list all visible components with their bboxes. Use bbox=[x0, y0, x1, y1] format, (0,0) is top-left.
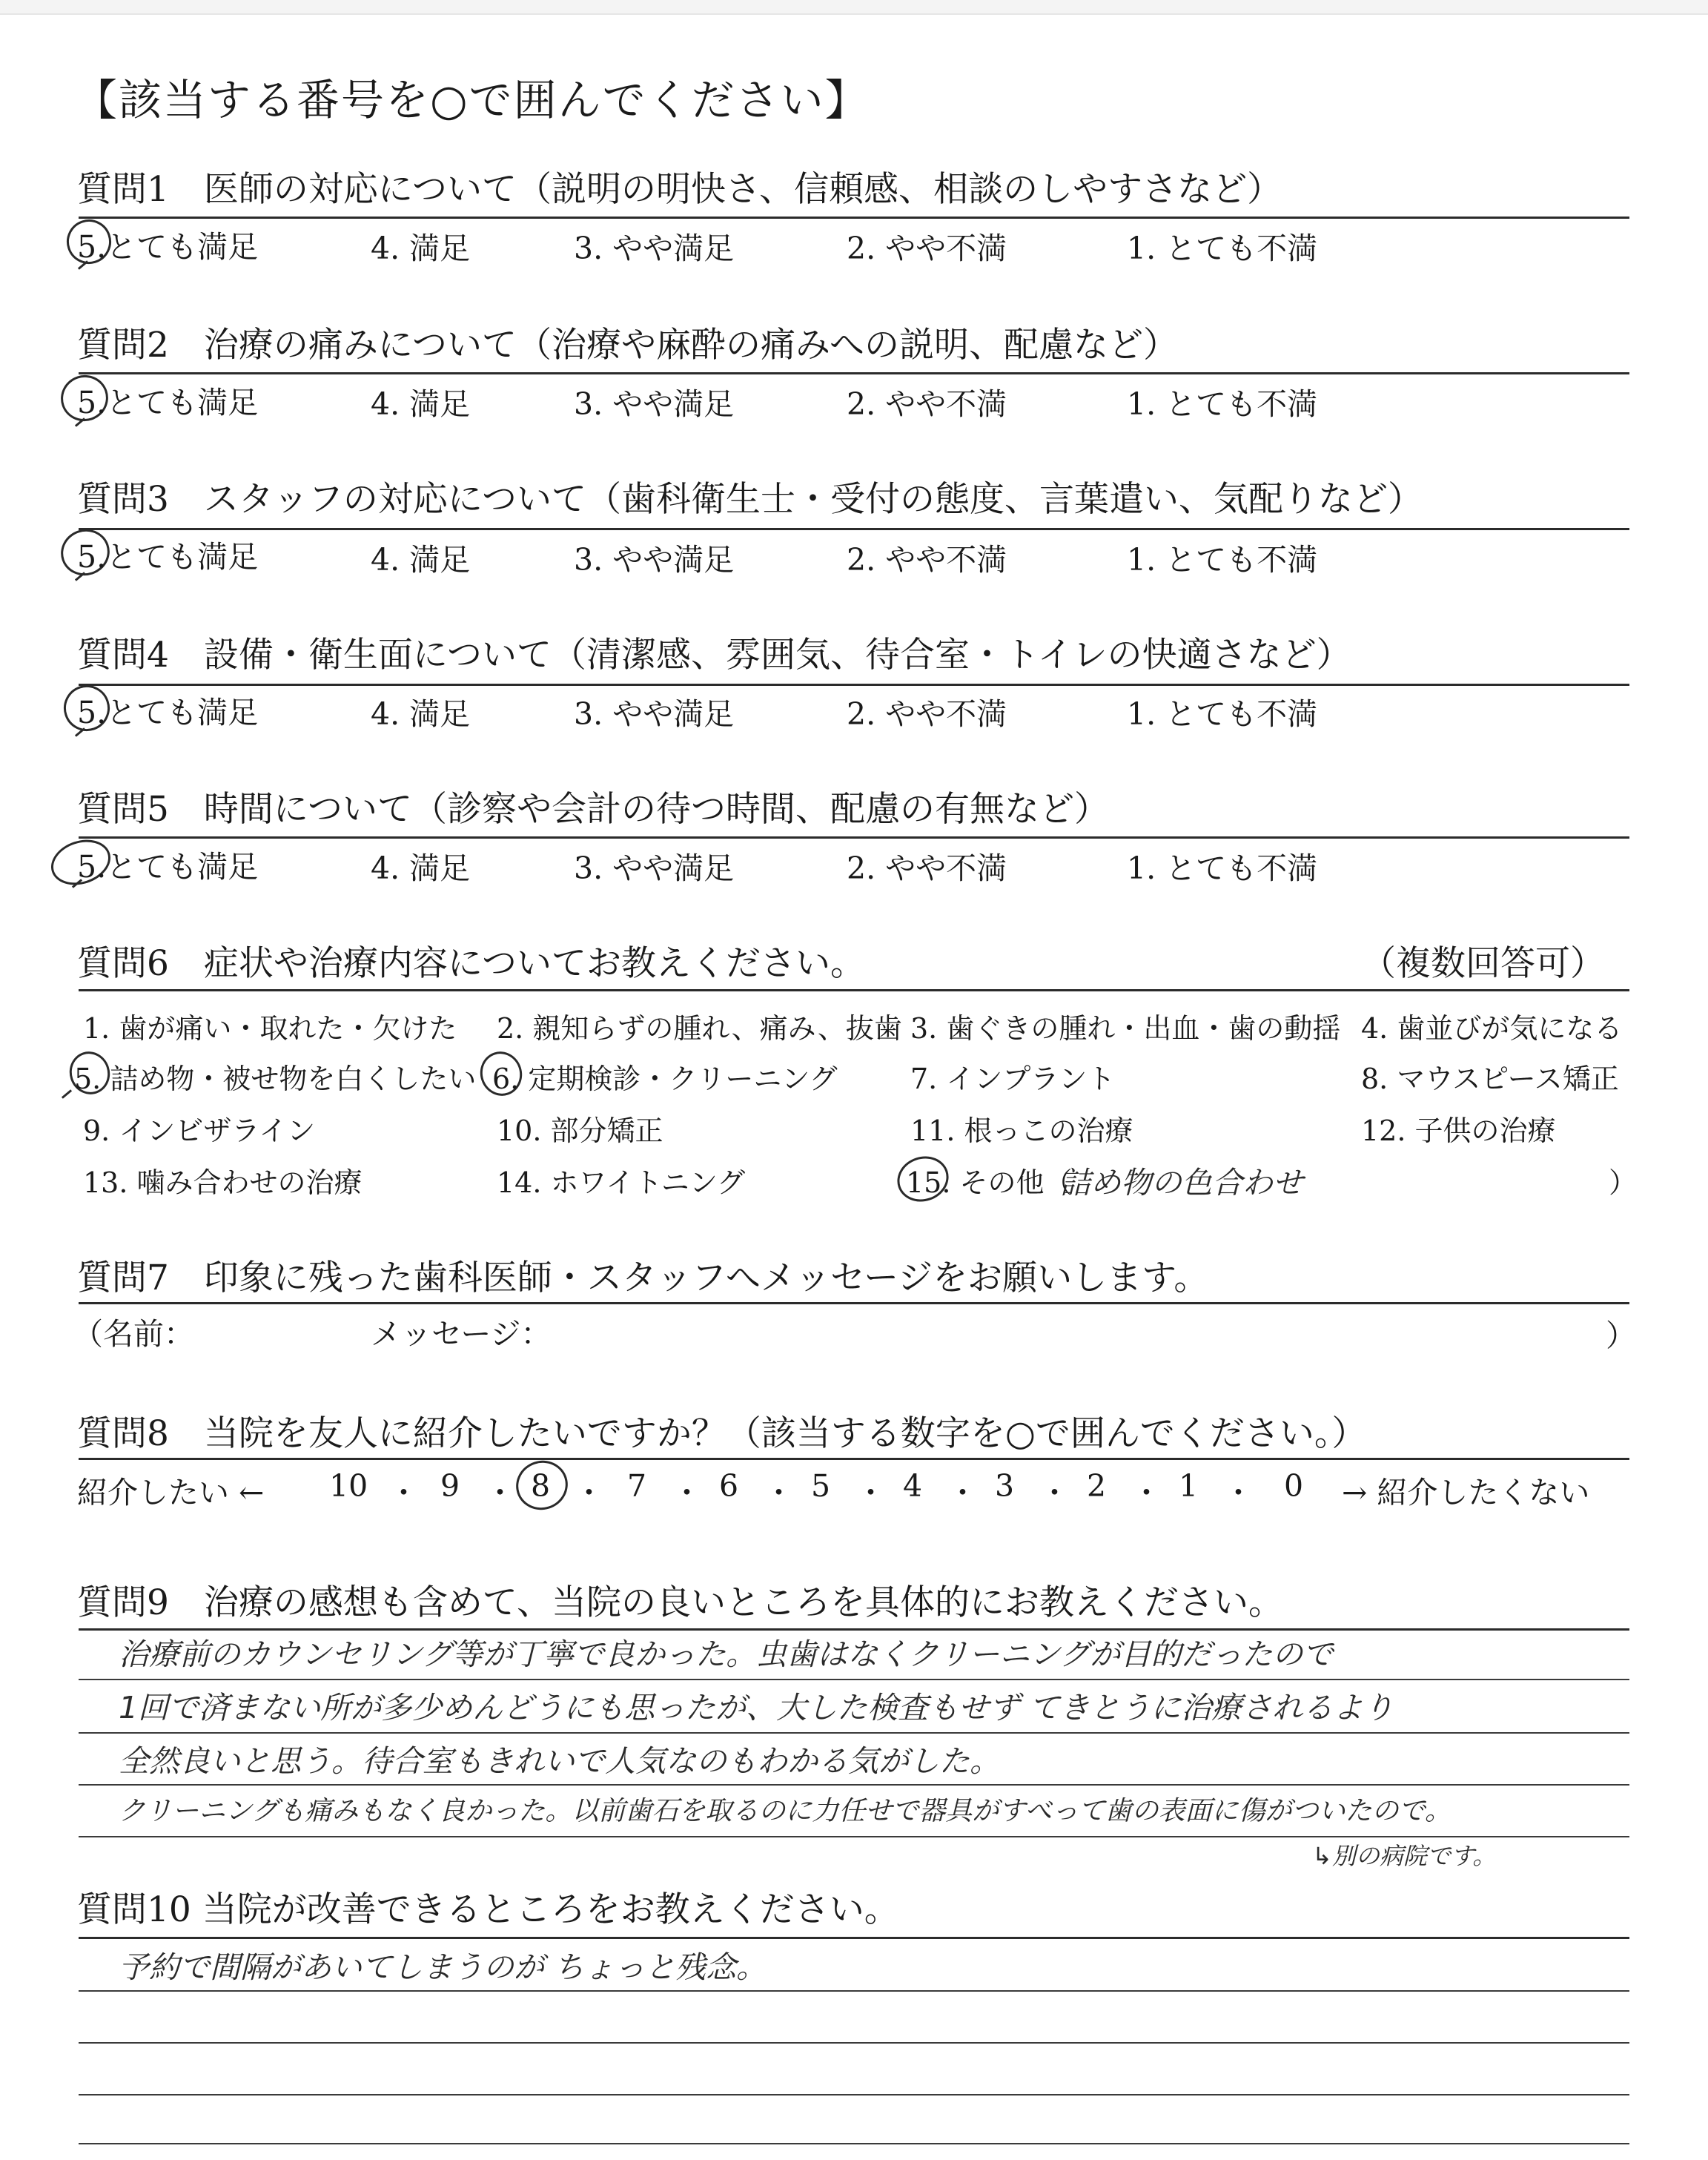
q8-separator: ・ bbox=[672, 1475, 702, 1510]
q6-option-12[interactable]: 12. 子供の治療 bbox=[1361, 1114, 1556, 1147]
q3-rule bbox=[79, 528, 1629, 530]
form-title: 【該当する番号を○で囲んでください】 bbox=[74, 75, 870, 125]
q1-rule bbox=[79, 217, 1629, 219]
q1-option-1[interactable]: 1. とても不満 bbox=[1127, 231, 1318, 266]
q7-close-paren: ） bbox=[1606, 1318, 1636, 1353]
q6-other-close-paren: ） bbox=[1609, 1166, 1638, 1199]
q2-heading: 質問2 治療の痛みについて（治療や麻酔の痛みへの説明、配慮など） bbox=[77, 325, 1179, 366]
q2-option-1[interactable]: 1. とても不満 bbox=[1127, 386, 1318, 422]
q10-writing-line bbox=[79, 1990, 1629, 1992]
q6-option-9[interactable]: 9. インビザライン bbox=[83, 1114, 316, 1147]
q1-option-2[interactable]: 2. やや不満 bbox=[847, 231, 1007, 266]
q5-option-3[interactable]: 3. やや満足 bbox=[574, 851, 735, 886]
q8-score-4[interactable]: 4 bbox=[903, 1468, 923, 1504]
q5-option-4[interactable]: 4. 満足 bbox=[371, 851, 471, 886]
q8-separator: ・ bbox=[1039, 1475, 1070, 1510]
q8-separator: ・ bbox=[947, 1475, 978, 1510]
q10-writing-line bbox=[79, 2042, 1629, 2044]
q7-name-label: （名前： bbox=[73, 1316, 194, 1352]
q8-right-label: → 紹介したくない bbox=[1342, 1475, 1590, 1510]
q1-option-5[interactable]: 5.とても満足 bbox=[77, 229, 259, 265]
q9-answer-line-3[interactable]: 全然良いと思う。待合室もきれいで人気なのもわかる気がした。 bbox=[119, 1743, 1000, 1779]
q8-score-2[interactable]: 2 bbox=[1087, 1468, 1107, 1504]
q9-writing-line bbox=[79, 1679, 1629, 1680]
q4-option-4[interactable]: 4. 満足 bbox=[371, 696, 471, 732]
q4-heading: 質問4 設備・衛生面について（清潔感、雰囲気、待合室・トイレの快適さなど） bbox=[77, 635, 1351, 676]
q8-separator: ・ bbox=[855, 1475, 886, 1510]
q6-option-10[interactable]: 10. 部分矯正 bbox=[497, 1114, 663, 1147]
q8-score-10[interactable]: 10 bbox=[329, 1468, 368, 1504]
q5-option-2[interactable]: 2. やや不満 bbox=[847, 851, 1007, 886]
q4-option-5[interactable]: 5.とても満足 bbox=[77, 695, 259, 730]
q10-answer-line-1[interactable]: 予約で間隔があいてしまうのが ちょっと残念。 bbox=[119, 1949, 767, 1985]
q4-option-1[interactable]: 1. とても不満 bbox=[1127, 696, 1318, 732]
q6-rule bbox=[79, 989, 1629, 991]
q8-separator: ・ bbox=[574, 1475, 604, 1510]
q8-score-8[interactable]: 8 bbox=[531, 1468, 551, 1504]
q10-writing-line bbox=[79, 2094, 1629, 2095]
q8-separator: ・ bbox=[1223, 1475, 1254, 1510]
q10-rule bbox=[79, 1937, 1629, 1939]
q8-separator: ・ bbox=[1131, 1475, 1162, 1510]
q2-option-5[interactable]: 5.とても満足 bbox=[77, 385, 259, 420]
q3-option-5[interactable]: 5.とても満足 bbox=[77, 539, 259, 575]
q8-score-1[interactable]: 1 bbox=[1179, 1468, 1199, 1504]
q7-heading: 質問7 印象に残った歯科医師・スタッフへメッセージをお願いします。 bbox=[77, 1258, 1209, 1298]
q8-score-0[interactable]: 0 bbox=[1284, 1468, 1304, 1504]
q5-option-1[interactable]: 1. とても不満 bbox=[1127, 851, 1318, 886]
q3-heading: 質問3 スタッフの対応について（歯科衛生士・受付の態度、言葉遣い、気配りなど） bbox=[77, 479, 1423, 520]
q8-score-7[interactable]: 7 bbox=[627, 1468, 647, 1504]
q6-option-13[interactable]: 13. 噛み合わせの治療 bbox=[83, 1166, 363, 1199]
q6-option-14[interactable]: 14. ホワイトニング bbox=[497, 1166, 746, 1199]
q4-option-2[interactable]: 2. やや不満 bbox=[847, 696, 1007, 732]
q8-separator: ・ bbox=[485, 1475, 515, 1510]
q8-left-label: 紹介したい ← bbox=[77, 1475, 265, 1510]
q9-writing-line bbox=[79, 1784, 1629, 1786]
q6-heading: 質問6 症状や治療内容についてお教えください。 bbox=[77, 943, 865, 984]
q6-other-handwritten[interactable]: 詰め物の色合わせ bbox=[1060, 1165, 1303, 1200]
q8-heading: 質問8 当院を友人に紹介したいですか？（該当する数字を○で囲んでください。） bbox=[77, 1413, 1367, 1454]
q6-option-3[interactable]: 3. 歯ぐきの腫れ・出血・歯の動揺 bbox=[910, 1012, 1341, 1045]
q6-option-1[interactable]: 1. 歯が痛い・取れた・欠けた bbox=[83, 1012, 457, 1045]
q5-rule bbox=[79, 836, 1629, 839]
q9-answer-line-4[interactable]: クリーニングも痛みもなく良かった。以前歯石を取るのに力任せで器具がすべって歯の表面に傷がついたので。 bbox=[119, 1796, 1452, 1826]
q6-option-6[interactable]: 6. 定期検診・クリーニング bbox=[492, 1063, 838, 1095]
q1-heading: 質問1 医師の対応について（説明の明快さ、信頼感、相談のしやすさなど） bbox=[77, 169, 1282, 210]
q6-option-5[interactable]: 5. 詰め物・被せ物を白くしたい bbox=[74, 1063, 477, 1095]
q9-answer-line-2[interactable]: 1回で済まない所が多少めんどうにも思ったが、大した検査もせず てきとうに治療されるより bbox=[119, 1690, 1394, 1725]
q10-writing-line bbox=[79, 2143, 1629, 2144]
q6-option-8[interactable]: 8. マウスピース矯正 bbox=[1361, 1063, 1619, 1095]
q5-heading: 質問5 時間について（診察や会計の待つ時間、配慮の有無など） bbox=[77, 789, 1109, 830]
q3-option-4[interactable]: 4. 満足 bbox=[371, 542, 471, 578]
q7-message-label: メッセージ： bbox=[371, 1316, 552, 1352]
q6-option-11[interactable]: 11. 根っこの治療 bbox=[910, 1114, 1133, 1147]
q9-answer-line-1[interactable]: 治療前のカウンセリング等が丁寧で良かった。虫歯はなくクリーニングが目的だったので bbox=[119, 1636, 1334, 1672]
q8-score-5[interactable]: 5 bbox=[811, 1468, 831, 1504]
q1-option-4[interactable]: 4. 満足 bbox=[371, 231, 471, 266]
q1-option-3[interactable]: 3. やや満足 bbox=[574, 231, 735, 266]
q6-option-4[interactable]: 4. 歯並びが気になる bbox=[1361, 1012, 1623, 1045]
q2-option-4[interactable]: 4. 満足 bbox=[371, 386, 471, 422]
q4-option-3[interactable]: 3. やや満足 bbox=[574, 696, 735, 732]
q3-option-2[interactable]: 2. やや不満 bbox=[847, 542, 1007, 578]
q2-option-3[interactable]: 3. やや満足 bbox=[574, 386, 735, 422]
q8-score-6[interactable]: 6 bbox=[719, 1468, 739, 1504]
q6-option-2[interactable]: 2. 親知らずの腫れ、痛み、抜歯 bbox=[497, 1012, 902, 1045]
q8-rule bbox=[79, 1458, 1629, 1460]
q3-option-1[interactable]: 1. とても不満 bbox=[1127, 542, 1318, 578]
q2-option-2[interactable]: 2. やや不満 bbox=[847, 386, 1007, 422]
q10-heading: 質問10 当院が改善できるところをお教えください。 bbox=[77, 1889, 899, 1930]
q8-score-9[interactable]: 9 bbox=[440, 1468, 460, 1504]
q9-heading: 質問9 治療の感想も含めて、当院の良いところを具体的にお教えください。 bbox=[77, 1582, 1283, 1623]
q7-rule bbox=[79, 1302, 1629, 1304]
q9-answer-footnote[interactable]: ↳別の病院です。 bbox=[1312, 1842, 1497, 1870]
scan-edge bbox=[0, 0, 1708, 15]
q5-option-5[interactable]: 5.とても満足 bbox=[77, 849, 259, 885]
q8-score-3[interactable]: 3 bbox=[995, 1468, 1015, 1504]
q8-separator: ・ bbox=[388, 1475, 419, 1510]
q6-option-15[interactable]: 15. その他（ bbox=[906, 1166, 1073, 1199]
q6-option-7[interactable]: 7. インプラント bbox=[910, 1063, 1116, 1095]
q8-separator: ・ bbox=[764, 1475, 794, 1510]
q6-multi-answer-note: （複数回答可） bbox=[1361, 943, 1605, 984]
q3-option-3[interactable]: 3. やや満足 bbox=[574, 542, 735, 578]
q6-circle-tail-5 bbox=[62, 1089, 72, 1099]
q9-writing-line bbox=[79, 1732, 1629, 1734]
q2-rule bbox=[79, 372, 1629, 374]
q4-rule bbox=[79, 684, 1629, 686]
